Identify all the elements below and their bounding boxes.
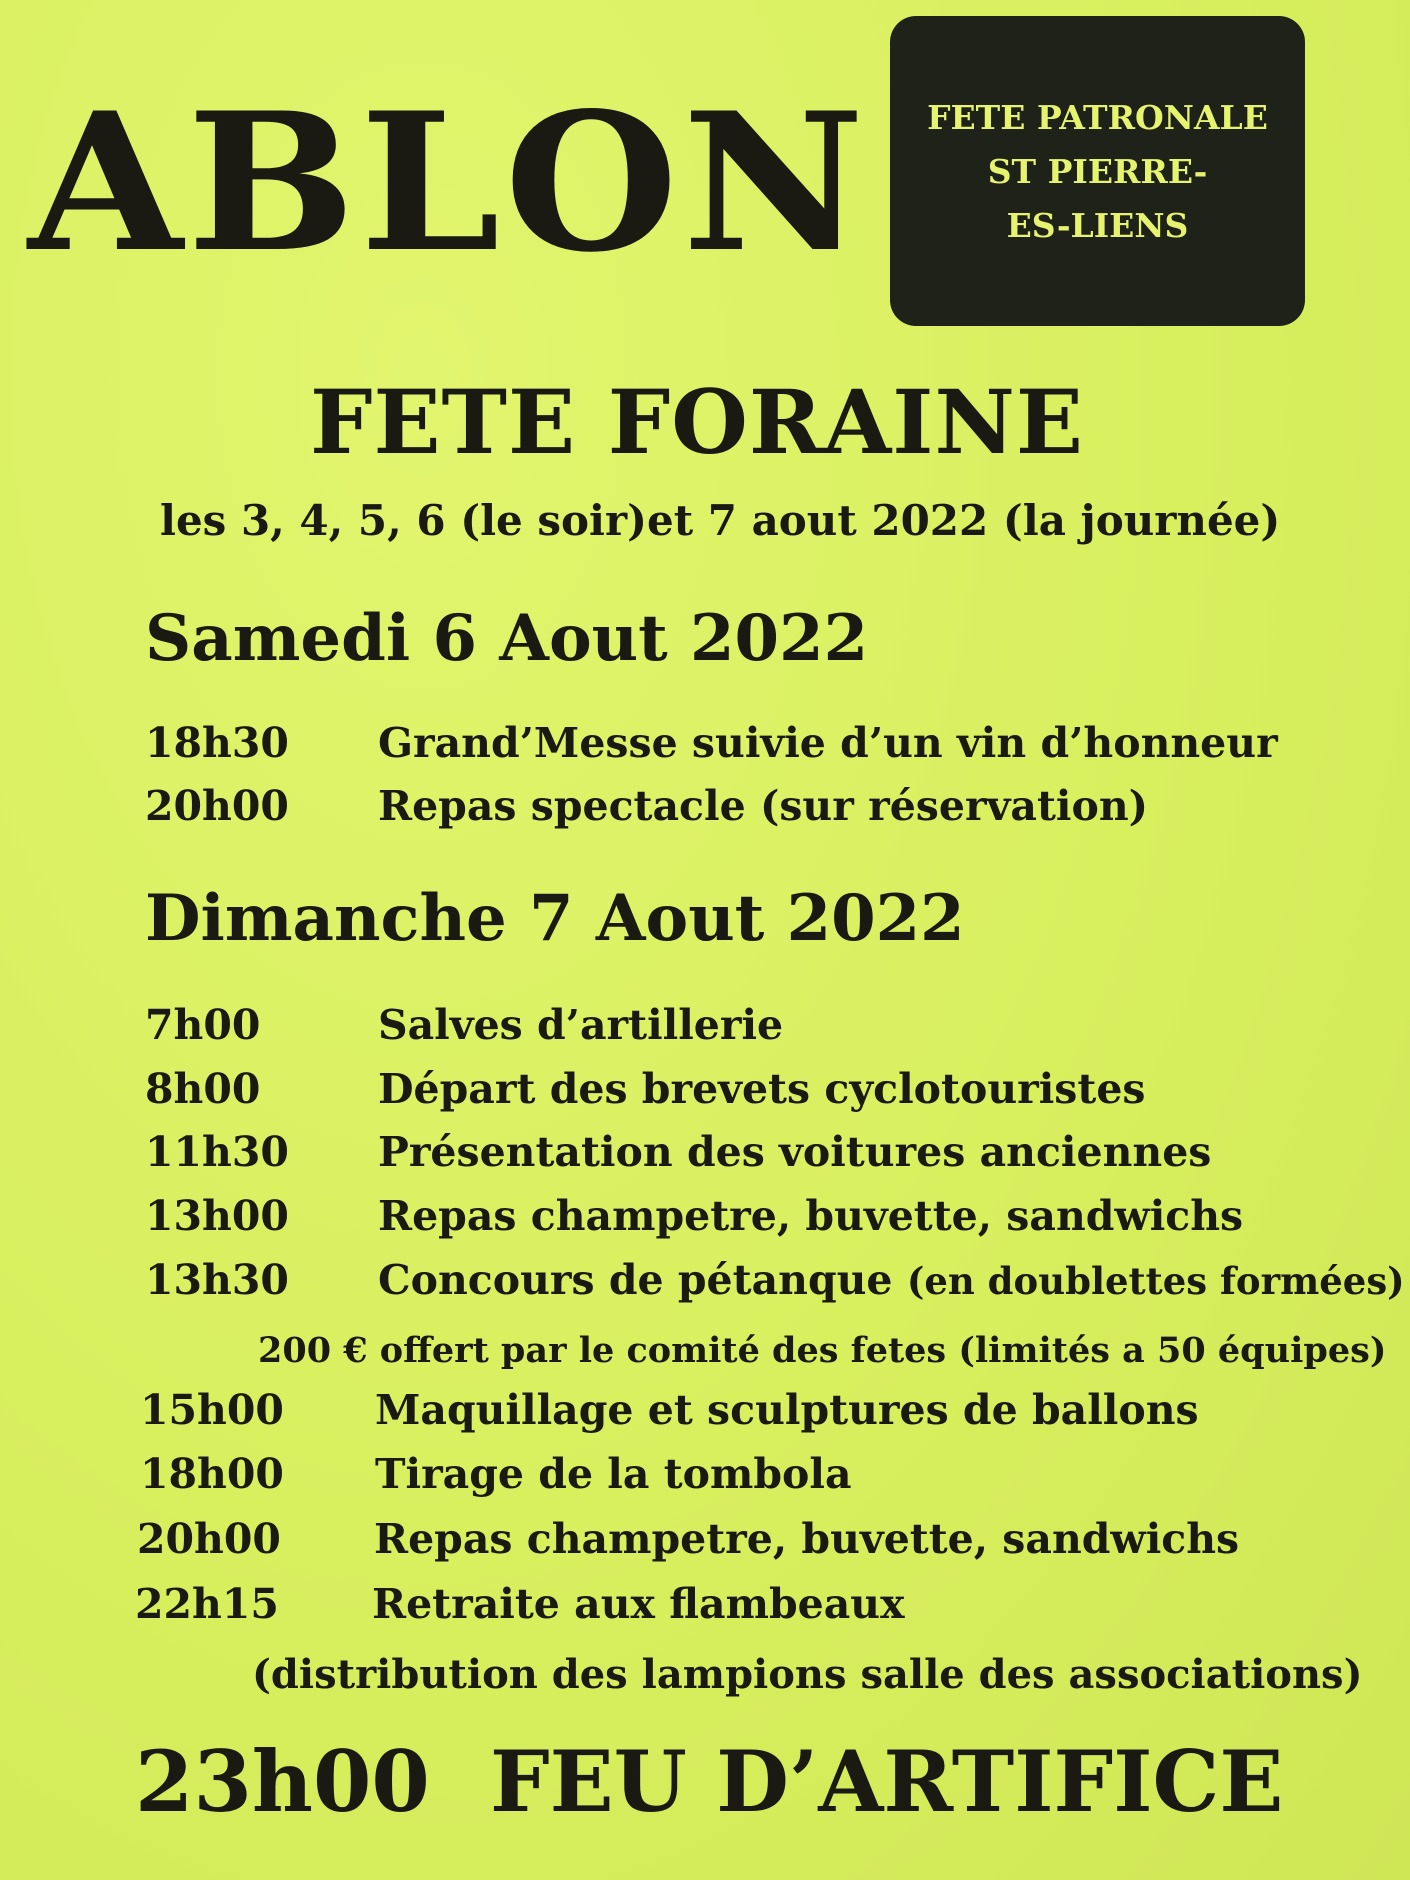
schedule-time: 22h15	[135, 1580, 279, 1628]
sunday-heading: Dimanche 7 Aout 2022	[145, 881, 965, 956]
schedule-event: Salves d’artillerie	[378, 1001, 784, 1049]
fireworks-time: 23h00	[135, 1732, 430, 1831]
badge-line: ES-LIENS	[1006, 206, 1189, 245]
schedule-event: Maquillage et sculptures de ballons	[375, 1386, 1199, 1434]
schedule-event: Repas champetre, buvette, sandwichs	[378, 1192, 1244, 1240]
schedule-event-with-note	[378, 1256, 1405, 1304]
schedule-time: 13h30	[145, 1256, 289, 1304]
event-subtitle: FETE FORAINE	[310, 370, 1084, 474]
schedule-event: Retraite aux flambeaux	[372, 1580, 905, 1628]
event-dates: les 3, 4, 5, 6 (le soir)et 7 aout 2022 (la journée)	[160, 496, 1281, 545]
schedule-event: Repas champetre, buvette, sandwichs	[374, 1515, 1240, 1563]
schedule-event: Départ des brevets cyclotouristes	[378, 1065, 1146, 1113]
schedule-event: Présentation des voitures anciennes	[378, 1128, 1212, 1176]
badge-line: FETE PATRONALE	[927, 98, 1268, 137]
badge-line: ST PIERRE-	[987, 152, 1208, 191]
poster-title: ABLON	[28, 71, 869, 294]
schedule-event-note: (en doublettes formées)	[906, 1259, 1405, 1303]
petanque-prize-note: 200 € offert par le comité des fetes (limités a 50 équipes)	[258, 1330, 1387, 1371]
schedule-time: 13h00	[145, 1192, 289, 1240]
schedule-time: 7h00	[145, 1001, 261, 1049]
schedule-time: 18h00	[140, 1450, 284, 1498]
schedule-time: 11h30	[145, 1128, 289, 1176]
schedule-time: 20h00	[145, 782, 289, 830]
schedule-event: Repas spectacle (sur réservation)	[378, 782, 1149, 830]
schedule-event: Grand’Messe suivie d’un vin d’honneur	[378, 719, 1278, 767]
schedule-time: 20h00	[137, 1515, 281, 1563]
schedule-time: 8h00	[145, 1065, 261, 1113]
patronal-feast-badge	[890, 16, 1305, 326]
schedule-time: 15h00	[140, 1386, 284, 1434]
schedule-event: Tirage de la tombola	[375, 1450, 852, 1498]
fireworks-label: FEU D’ARTIFICE	[490, 1732, 1284, 1831]
flambeaux-note: (distribution des lampions salle des associations)	[252, 1651, 1363, 1698]
schedule-time: 18h30	[145, 719, 289, 767]
saturday-heading: Samedi 6 Aout 2022	[145, 601, 869, 676]
schedule-event: Concours de pétanque	[378, 1256, 893, 1304]
